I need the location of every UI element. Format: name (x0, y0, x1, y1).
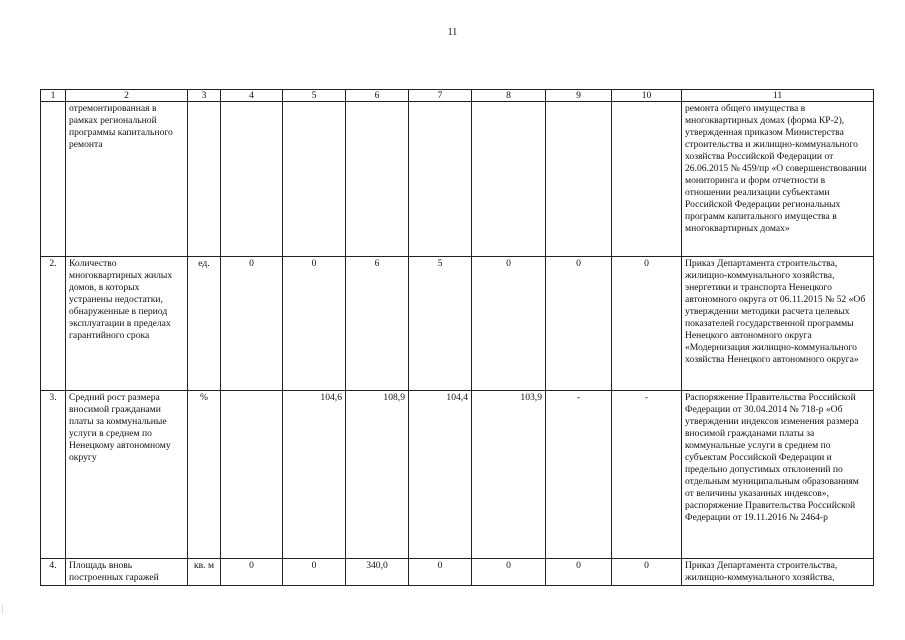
unit-cell: ед. (188, 257, 221, 391)
table-row (41, 559, 874, 586)
value-cell (221, 102, 283, 257)
indicator-name: Средний рост размера вносимой гражданами платы за коммунальные услуги в среднем по Ненецкому автономному округу (66, 391, 188, 559)
header-cell: 8 (472, 90, 546, 102)
unit-cell (188, 102, 221, 257)
value-cell: 340,0 (346, 559, 409, 586)
value-cell: 0 (283, 559, 346, 586)
source-cell: Распоряжение Правительства Российской Федерации от 30.04.2014 № 718-р «Об утверждении индексов изменения размера вносимой гражданами платы за коммунальные услуги в среднем по субъектам Российской Федерации и предельно допустимых отклонений по отдельным муниципальным образованиям от величины указанных индексов», распоряжение Правительства Российской Федерации от 19.11.2016 № 2464-р (682, 391, 874, 559)
row-number: 2. (41, 257, 66, 391)
header-cell: 6 (346, 90, 409, 102)
value-cell (546, 102, 612, 257)
header-cell: 5 (283, 90, 346, 102)
value-cell: 108,9 (346, 391, 409, 559)
value-cell: 103,9 (472, 391, 546, 559)
value-cell: 0 (472, 559, 546, 586)
value-cell: 0 (612, 257, 682, 391)
header-row (41, 90, 874, 102)
value-cell (409, 102, 472, 257)
table-row (41, 257, 874, 391)
source-cell: Приказ Департамента строительства, жилищно-коммунального хозяйства, (682, 559, 874, 586)
header-cell: 10 (612, 90, 682, 102)
indicators-table (40, 89, 874, 586)
value-cell: 0 (221, 559, 283, 586)
value-cell (283, 102, 346, 257)
value-cell: 0 (283, 257, 346, 391)
value-cell: - (546, 391, 612, 559)
header-cell: 4 (221, 90, 283, 102)
row-number (41, 102, 66, 257)
value-cell: 0 (612, 559, 682, 586)
value-cell (346, 102, 409, 257)
value-cell: 0 (546, 559, 612, 586)
table-row (41, 102, 874, 257)
header-cell: 3 (188, 90, 221, 102)
header-cell: 2 (66, 90, 188, 102)
header-cell: 11 (682, 90, 874, 102)
value-cell: 104,6 (283, 391, 346, 559)
page-number: 11 (447, 27, 458, 38)
value-cell: - (612, 391, 682, 559)
value-cell: 0 (221, 257, 283, 391)
header-cell: 7 (409, 90, 472, 102)
indicator-name: отремонтированная в рамках региональной программы капитального ремонта (66, 102, 188, 257)
indicator-name: Количество многоквартирных жилых домов, в которых устранены недостатки, обнаруженные в период эксплуатации в пределах гарантийного срока (66, 257, 188, 391)
value-cell (612, 102, 682, 257)
source-cell: ремонта общего имущества в многоквартирных домах (форма КР-2), утвержденная приказом Министерства строительства и жилищно-коммунального хозяйства Российской Федерации от 26.06.2015 № 459/пр «О совершенствовании мониторинга и форм отчетности в отношении реализации субъектами Российской Федерации региональных программ капитального имущества в многоквартирных домах» (682, 102, 874, 257)
source-cell: Приказ Департамента строительства, жилищно-коммунального хозяйства, энергетики и транспорта Ненецкого автономного округа от 06.11.2015 № 52 «Об утверждении методики расчета целевых показателей государственной программы Ненецкого автономного округа «Модернизация жилищно-коммунального хозяйства Ненецкого автономного округа» (682, 257, 874, 391)
value-cell: 104,4 (409, 391, 472, 559)
value-cell (221, 391, 283, 559)
value-cell: 5 (409, 257, 472, 391)
header-cell: 1 (41, 90, 66, 102)
value-cell (472, 102, 546, 257)
unit-cell: % (188, 391, 221, 559)
value-cell: 0 (546, 257, 612, 391)
value-cell: 0 (409, 559, 472, 586)
table-row (41, 391, 874, 559)
unit-cell: кв. м (188, 559, 221, 586)
scan-edge-mark (2, 604, 6, 614)
header-cell: 9 (546, 90, 612, 102)
row-number: 4. (41, 559, 66, 586)
value-cell: 6 (346, 257, 409, 391)
value-cell: 0 (472, 257, 546, 391)
indicator-name: Площадь вновь построенных гаражей (66, 559, 188, 586)
row-number: 3. (41, 391, 66, 559)
